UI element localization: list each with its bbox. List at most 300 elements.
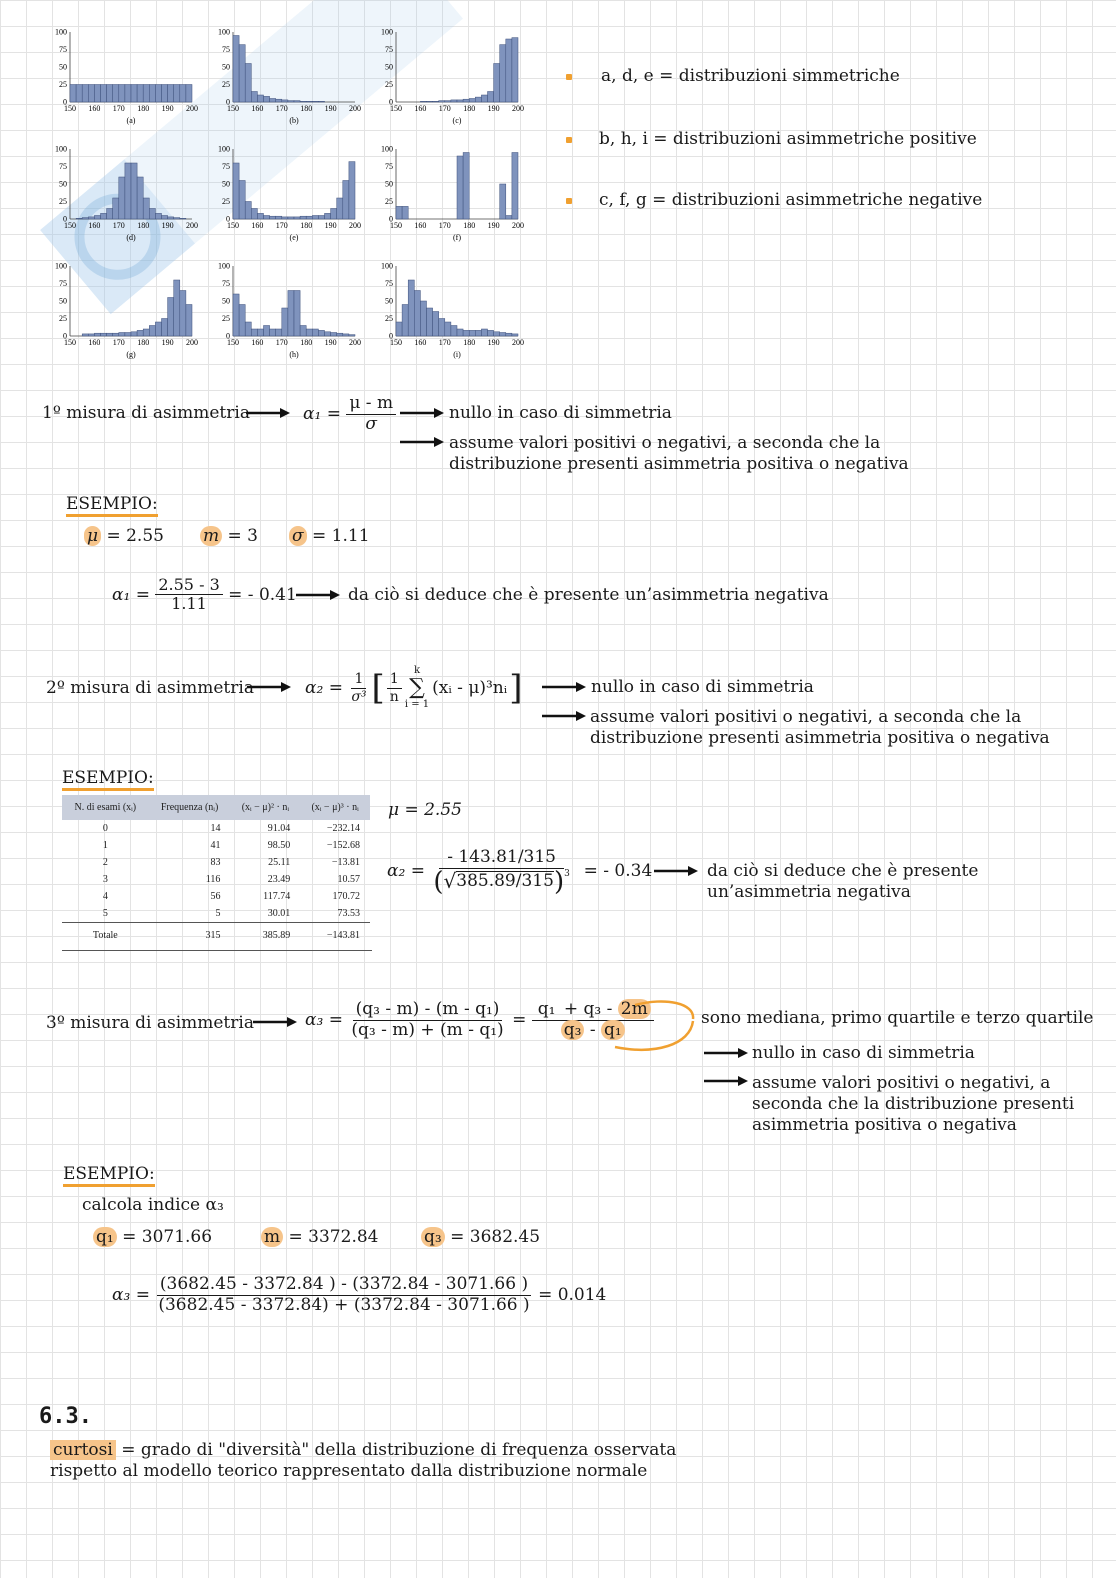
histogram-bar: [451, 326, 457, 337]
histogram-x-tick: 150: [390, 104, 402, 113]
example1-mu: μ = 2.55: [84, 526, 164, 546]
histogram-bar: [463, 153, 469, 220]
histogram-y-tick: 50: [59, 296, 67, 306]
measure3-label: 3º misura di asimmetria: [46, 1013, 254, 1033]
histogram-x-tick: 180: [463, 221, 476, 230]
histogram-x-tick: 170: [275, 338, 288, 347]
histogram-x-tick: 200: [512, 221, 524, 230]
histogram-bar: [294, 291, 300, 337]
legend-symmetric: a, d, e = distribuzioni simmetriche: [601, 66, 900, 86]
histogram-bar: [396, 322, 402, 336]
arrow-icon: [296, 587, 342, 603]
arrow-icon: [246, 405, 292, 421]
table-row: [62, 820, 370, 837]
histogram-x-tick: 160: [414, 104, 427, 113]
histogram-bar: [94, 85, 100, 103]
histogram-bar: [276, 99, 282, 102]
histogram-e: [218, 145, 361, 243]
histogram-bar: [500, 184, 506, 219]
bullet-icon: [566, 137, 572, 143]
histogram-x-tick: 160: [88, 338, 101, 347]
histogram-bar: [343, 334, 349, 336]
example3-title: ESEMPIO:: [63, 1164, 155, 1184]
arrow-icon: [542, 708, 588, 724]
histogram-bar: [494, 332, 500, 336]
histogram-bar: [408, 280, 414, 336]
histogram-bar: [137, 85, 143, 103]
histogram-c: [381, 28, 524, 126]
histogram-bar: [257, 213, 263, 219]
histogram-y-tick: 75: [59, 45, 67, 54]
histogram-y-tick: 75: [59, 162, 67, 171]
histogram-bar: [131, 85, 137, 103]
arrow-icon: [247, 679, 293, 695]
histogram-y-tick: 100: [381, 27, 393, 37]
table-cell: 56: [210, 891, 221, 902]
histogram-grid: [50, 22, 530, 367]
arrow-icon: [542, 679, 588, 695]
histogram-bar: [306, 329, 312, 336]
histogram-y-tick: 0: [389, 214, 393, 224]
histogram-x-tick: 190: [324, 104, 337, 113]
histogram-bar: [427, 101, 433, 102]
histogram-bar: [125, 163, 131, 219]
histogram-y-tick: 25: [222, 197, 230, 206]
table-cell: 23.49: [267, 874, 291, 885]
histogram-x-tick: 200: [186, 221, 198, 230]
histogram-bar: [349, 335, 355, 336]
histogram-bar: [82, 218, 88, 219]
histogram-bar: [168, 85, 174, 103]
section-title: 6.3.: [39, 1404, 92, 1429]
bullet-icon: [566, 74, 572, 80]
histogram-bar: [119, 177, 125, 219]
bracket-curve-icon: [605, 997, 700, 1055]
table-cell: −143.81: [300, 923, 370, 945]
histogram-x-tick: 190: [487, 104, 500, 113]
table-cell: 4: [102, 891, 108, 902]
histogram-bar: [113, 85, 119, 103]
histogram-bar: [427, 308, 433, 336]
table-cell: 117.74: [263, 891, 291, 902]
histogram-x-tick: 150: [390, 338, 402, 347]
histogram-bar: [88, 217, 94, 219]
histogram-y-tick: 75: [222, 162, 230, 171]
table-cell: 98.50: [267, 840, 291, 851]
histogram-bar: [288, 101, 294, 102]
histogram-x-tick: 170: [112, 221, 125, 230]
table-cell: 10.57: [337, 874, 360, 885]
histogram-bar: [264, 326, 270, 337]
table-cell: 116: [205, 874, 221, 885]
histogram-y-tick: 50: [385, 179, 393, 189]
table-cell: 385.89: [230, 923, 300, 945]
histogram-y-tick: 100: [218, 27, 230, 37]
table-cell: 73.53: [337, 908, 360, 919]
histogram-bar: [312, 101, 318, 102]
histogram-bar: [481, 329, 487, 336]
table-row: [62, 905, 370, 923]
histogram-bar: [149, 85, 155, 103]
histogram-bar: [143, 198, 149, 219]
table-header: (xᵢ − μ)³ · nᵢ: [300, 795, 370, 820]
histogram-label: (f): [453, 233, 461, 242]
histogram-x-tick: 170: [275, 104, 288, 113]
histogram-bar: [325, 213, 331, 219]
histogram-bar: [512, 38, 518, 102]
example1-title: ESEMPIO:: [66, 494, 158, 514]
table-cell: 170.72: [332, 891, 360, 902]
histogram-bar: [94, 216, 100, 220]
histogram-x-tick: 170: [112, 104, 125, 113]
histogram-bar: [457, 329, 463, 336]
histogram-bar: [306, 216, 312, 219]
measure3-formula: α₃ = $\frac{\text{(q₃ - m) - (m - q₁)}}{\text{(q₃ - m) + (m - q₁)}}$ = $\frac{\text{q₁ + q₃ - 2m}}{\text{q₃ - q₁}}$: [305, 1000, 654, 1040]
histogram-y-tick: 50: [59, 179, 67, 189]
histogram-x-tick: 160: [414, 338, 427, 347]
histogram-bar: [433, 312, 439, 337]
histogram-bar: [162, 216, 168, 220]
histogram-y-tick: 0: [226, 214, 230, 224]
histogram-bar: [101, 333, 107, 336]
example2-mu: μ = 2.55: [388, 800, 462, 820]
histogram-bar: [420, 301, 426, 336]
histogram-y-tick: 0: [389, 97, 393, 107]
histogram-bar: [488, 92, 494, 103]
histogram-bar: [512, 153, 518, 220]
table-cell: 25.11: [268, 857, 291, 868]
histogram-bar: [463, 330, 469, 336]
histogram-y-tick: 100: [218, 261, 230, 271]
histogram-label: (g): [126, 350, 136, 359]
histogram-x-tick: 170: [438, 338, 451, 347]
example3-formula: α₃ = $\frac{(3682.45 - 3372.84 ) - (3372.84 - 3071.66 )}{(3682.45 - 3372.84) + (3372.84 - 3071.66 )}$ = 0.014: [112, 1274, 607, 1315]
table-cell: −152.68: [326, 840, 360, 851]
histogram-x-tick: 200: [349, 104, 361, 113]
histogram-bar: [318, 101, 324, 102]
histogram-label: (b): [289, 116, 299, 125]
histogram-x-tick: 190: [161, 338, 174, 347]
histogram-x-tick: 160: [88, 221, 101, 230]
histogram-bar: [457, 100, 463, 102]
histogram-x-tick: 180: [463, 338, 476, 347]
histogram-bar: [402, 305, 408, 337]
histogram-bar: [180, 85, 186, 103]
histogram-bar: [481, 95, 487, 102]
histogram-bar: [288, 217, 294, 219]
histogram-bar: [174, 218, 180, 219]
table-header: N. di esami (xᵢ): [62, 795, 149, 820]
histogram-bar: [300, 101, 306, 102]
measure1-formula: α₁ = $\frac{\mu - m}{\sigma}$: [303, 394, 396, 434]
histogram-x-tick: 180: [300, 338, 313, 347]
histogram-bar: [257, 329, 263, 336]
histogram-bar: [245, 322, 251, 336]
histogram-label: (e): [289, 233, 299, 242]
histogram-y-tick: 100: [55, 27, 67, 37]
example3-q3: q₃ = 3682.45: [421, 1227, 540, 1247]
histogram-bar: [494, 64, 500, 103]
histogram-bar: [180, 291, 186, 337]
histogram-bar: [233, 294, 239, 336]
histogram-bar: [331, 209, 337, 220]
histogram-y-tick: 50: [222, 296, 230, 306]
table-cell: Totale: [62, 923, 149, 945]
histogram-y-tick: 50: [385, 62, 393, 72]
histogram-y-tick: 100: [381, 144, 393, 154]
table-bottom-rule: [62, 950, 372, 951]
measure2-label: 2º misura di asimmetria: [46, 678, 254, 698]
histogram-bar: [168, 217, 174, 219]
histogram-bar: [439, 319, 445, 337]
histogram-bar: [239, 181, 245, 220]
histogram-bar: [343, 181, 349, 220]
frequency-table: [62, 795, 372, 951]
histogram-x-tick: 200: [186, 338, 198, 347]
histogram-bar: [276, 329, 282, 336]
example3-task: calcola indice α₃: [82, 1195, 224, 1215]
histogram-y-tick: 75: [385, 279, 393, 288]
arrow-icon: [253, 1014, 299, 1030]
histogram-bar: [475, 97, 481, 102]
example3-q1: q₁ = 3071.66: [93, 1227, 212, 1247]
histogram-y-tick: 25: [385, 80, 393, 89]
histogram-bar: [113, 198, 119, 219]
histogram-bar: [294, 217, 300, 219]
histogram-bar: [469, 330, 475, 336]
histogram-y-tick: 100: [55, 261, 67, 271]
measure2-result1: nullo in caso di simmetria: [591, 677, 814, 697]
histogram-x-tick: 190: [324, 338, 337, 347]
histogram-y-tick: 0: [226, 97, 230, 107]
histogram-bar: [414, 291, 420, 337]
histogram-bar: [312, 329, 318, 336]
histogram-bar: [107, 333, 113, 336]
histogram-bar: [433, 101, 439, 102]
histogram-x-tick: 160: [251, 104, 264, 113]
histogram-bar: [162, 85, 168, 103]
histogram-x-tick: 150: [64, 338, 76, 347]
histogram-x-tick: 160: [414, 221, 427, 230]
histogram-x-tick: 200: [512, 104, 524, 113]
table-cell: 2: [102, 857, 108, 868]
histogram-y-tick: 50: [222, 62, 230, 72]
table-cell: 30.01: [267, 908, 291, 919]
histogram-bar: [506, 39, 512, 102]
histogram-bar: [318, 216, 324, 220]
table-cell: 14: [210, 823, 221, 834]
histogram-bar: [82, 334, 88, 336]
histogram-bar: [270, 329, 276, 336]
histogram-x-tick: 160: [88, 104, 101, 113]
histogram-bar: [288, 291, 294, 337]
table-row: [62, 888, 370, 905]
histogram-y-tick: 25: [59, 80, 67, 89]
histogram-bar: [500, 45, 506, 102]
histogram-y-tick: 0: [63, 214, 67, 224]
histogram-bar: [168, 298, 174, 337]
histogram-bar: [233, 36, 239, 103]
histogram-x-tick: 180: [300, 104, 313, 113]
histogram-x-tick: 180: [137, 221, 150, 230]
histogram-i: [381, 262, 524, 360]
histogram-bar: [162, 319, 168, 337]
histogram-bar: [113, 333, 119, 336]
histogram-h: [218, 262, 361, 360]
table-cell: −232.14: [326, 823, 360, 834]
histogram-bar: [512, 334, 518, 336]
histogram-y-tick: 75: [222, 279, 230, 288]
histogram-x-tick: 170: [112, 338, 125, 347]
histogram-bar: [143, 85, 149, 103]
histogram-x-tick: 190: [487, 221, 500, 230]
measure2-formula: α₂ = $\frac{1}{\text{σ³}}$ [ $\frac{1}{n}$ k ∑ i = 1 (xᵢ - μ)³nᵢ ]: [305, 665, 523, 710]
histogram-y-tick: 50: [59, 62, 67, 72]
histogram-bar: [125, 85, 131, 103]
table-cell: 5: [215, 908, 221, 919]
measure2-result2b: distribuzione presenti asimmetria positiva o negativa: [590, 728, 1050, 748]
histogram-bar: [88, 334, 94, 336]
histogram-bar: [282, 308, 288, 336]
histogram-bar: [457, 156, 463, 219]
histogram-x-tick: 150: [227, 338, 239, 347]
histogram-x-tick: 150: [227, 221, 239, 230]
histogram-bar: [137, 177, 143, 219]
histogram-bar: [475, 330, 481, 336]
histogram-y-tick: 25: [385, 314, 393, 323]
measure3-note: sono mediana, primo quartile e terzo quartile: [701, 1008, 1094, 1028]
histogram-bar: [131, 332, 137, 336]
histogram-bar: [294, 101, 300, 102]
histogram-bar: [174, 280, 180, 336]
histogram-x-tick: 150: [390, 221, 402, 230]
histogram-d: [55, 145, 198, 243]
example2-title: ESEMPIO:: [62, 768, 154, 788]
histogram-bar: [101, 85, 107, 103]
histogram-y-tick: 100: [381, 261, 393, 271]
table-cell: 41: [210, 840, 221, 851]
histogram-bar: [337, 333, 343, 336]
kurtosis-definition: curtosi = grado di "diversità" della distribuzione di frequenza osservata: [50, 1440, 676, 1460]
histogram-bar: [155, 322, 161, 336]
table-row: [62, 837, 370, 854]
table-header: (xᵢ − μ)² · nᵢ: [230, 795, 300, 820]
histogram-bar: [337, 198, 343, 219]
example3-median: m = 3372.84: [261, 1227, 378, 1247]
histogram-x-tick: 170: [438, 104, 451, 113]
histogram-y-tick: 50: [385, 296, 393, 306]
histogram-bar: [88, 85, 94, 103]
histogram-bar: [94, 333, 100, 336]
histogram-bar: [325, 332, 331, 336]
arrow-icon: [704, 1073, 750, 1089]
measure3-result2b: seconda che la distribuzione presenti: [752, 1094, 1075, 1114]
histogram-bar: [270, 216, 276, 219]
example2-formula: α₂ = - 143.81/315 ( √ 385.89/315 ) $^3$ = - 0.34: [387, 847, 653, 897]
histogram-label: (a): [126, 116, 136, 125]
histogram-bar: [186, 85, 192, 103]
histogram-y-tick: 75: [59, 279, 67, 288]
table-row: [62, 871, 370, 888]
measure1-result2b: distribuzione presenti asimmetria positiva o negativa: [449, 454, 909, 474]
histogram-bar: [137, 330, 143, 336]
histogram-x-tick: 150: [64, 221, 76, 230]
histogram-x-tick: 200: [186, 104, 198, 113]
histogram-bar: [349, 162, 355, 219]
histogram-bar: [396, 206, 402, 219]
histogram-y-tick: 0: [226, 331, 230, 341]
histogram-bar: [251, 329, 257, 336]
table-cell: 315: [149, 923, 231, 945]
histogram-bar: [245, 202, 251, 220]
histogram-label: (i): [453, 350, 461, 359]
histogram-bar: [506, 216, 512, 220]
table-total-row: [62, 923, 370, 945]
histogram-bar: [82, 85, 88, 103]
histogram-x-tick: 200: [349, 338, 361, 347]
histogram-y-tick: 100: [218, 144, 230, 154]
histogram-x-tick: 190: [161, 221, 174, 230]
measure3-result2c: asimmetria positiva o negativa: [752, 1115, 1017, 1135]
arrow-icon: [400, 405, 446, 421]
histogram-y-tick: 100: [55, 144, 67, 154]
measure2-result2a: assume valori positivi o negativi, a seconda che la: [590, 707, 1022, 727]
histogram-bar: [107, 85, 113, 103]
histogram-bar: [276, 216, 282, 219]
histogram-x-tick: 200: [512, 338, 524, 347]
histogram-bar: [251, 92, 257, 103]
histogram-bar: [119, 333, 125, 337]
histogram-y-tick: 0: [389, 331, 393, 341]
histogram-x-tick: 150: [227, 104, 239, 113]
histogram-a: [55, 28, 198, 126]
histogram-bar: [420, 101, 426, 102]
legend-positive: b, h, i = distribuzioni asimmetriche positive: [599, 129, 977, 149]
histogram-bar: [155, 213, 161, 219]
example1-conclusion: da ciò si deduce che è presente un’asimmetria negativa: [348, 585, 829, 605]
histogram-bar: [282, 100, 288, 102]
histogram-bar: [402, 206, 408, 219]
histogram-x-tick: 180: [137, 338, 150, 347]
histogram-bar: [300, 326, 306, 337]
histogram-x-tick: 190: [161, 104, 174, 113]
histogram-bar: [445, 101, 451, 102]
histogram-bar: [312, 216, 318, 220]
kurtosis-definition-cont: rispetto al modello teorico rappresentato dalla distribuzione normale: [50, 1461, 648, 1481]
measure1-result2a: assume valori positivi o negativi, a seconda che la: [449, 433, 881, 453]
histogram-b: [218, 28, 361, 126]
histogram-bar: [131, 163, 137, 219]
histogram-bar: [76, 218, 82, 219]
histogram-bar: [143, 329, 149, 336]
example2-conclusion-a: da ciò si deduce che è presente: [707, 861, 979, 881]
histogram-bar: [174, 85, 180, 103]
histogram-bar: [506, 333, 512, 336]
histogram-bar: [331, 333, 337, 337]
histogram-x-tick: 150: [64, 104, 76, 113]
table-cell: 91.04: [267, 823, 291, 834]
histogram-x-tick: 180: [463, 104, 476, 113]
arrow-icon: [400, 434, 446, 450]
histogram-label: (d): [126, 233, 136, 242]
histogram-bar: [245, 64, 251, 103]
table-cell: 3: [102, 874, 108, 885]
histogram-label: (c): [452, 116, 462, 125]
histogram-x-tick: 170: [275, 221, 288, 230]
histogram-bar: [101, 213, 107, 219]
measure1-label: 1º misura di asimmetria: [42, 403, 250, 423]
histogram-bar: [251, 209, 257, 220]
